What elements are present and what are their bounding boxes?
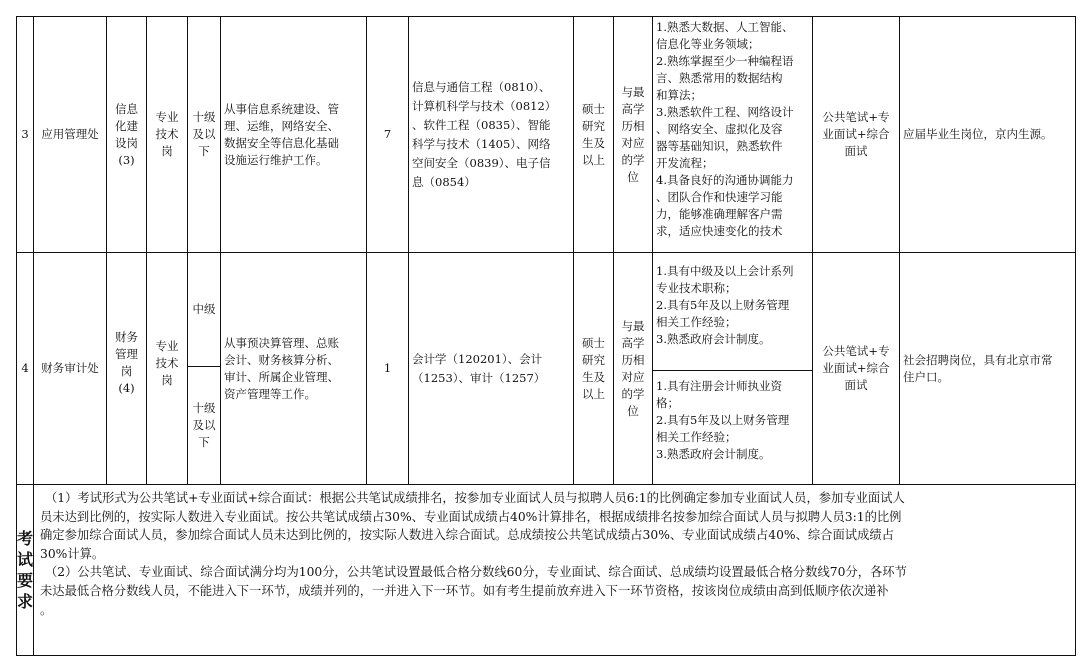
exam-format: 公共笔试+专 业面试+综合 面试 [822,110,890,158]
position-type: 专业 技术 岗 [155,110,179,158]
notes: 应届毕业生岗位，京内生源。 [903,127,1053,141]
position-level-b: 十级 及以 下 [192,401,216,449]
position-name: 财务 管理 岗 (4) [115,330,138,395]
education: 硕士 研究 生及 以上 [582,101,605,167]
position-name: 信息 化建 设岗 (3) [115,101,138,167]
position-type: 专业 技术 岗 [155,339,179,387]
hiring-count: 1 [383,361,392,375]
degree: 与最 高学 历相 对应 的学 位 [621,318,645,418]
position-level-a: 中级 [192,302,216,316]
position-level: 十级 及以 下 [192,110,216,158]
job-duties: 从事信息系统建设、管 理、运维，网络安全、 数据安全等信息化基础 设施运行维护工作。 [224,101,339,167]
department-name: 应用管理处 [41,127,99,141]
other-conditions-a: 1.具有中级及以上会计系列 专业技术职称； 2.具有5年及以上财务管理 相关工作经验； 3.熟悉政府会计制度。 [656,264,794,346]
degree: 与最 高学 历相 对应 的学 位 [621,84,645,184]
notes: 社会招聘岗位，具有北京市常 住户口。 [903,352,1053,384]
other-conditions-b: 1.具有注册会计师执业资 格； 2.具有5年及以上财务管理 相关工作经验； 3.熟悉政府会计制度。 [656,379,790,461]
department-name: 财务审计处 [41,361,99,375]
education: 硕士 研究 生及 以上 [582,335,605,401]
other-conditions: 1.熟悉大数据、人工智能、 信息化等业务领域； 2.熟练掌握至少一种编程语 言、熟悉常用的数据结构 和算法； 3.熟悉软件工程、网络设计 、网络安全、虚拟化及容 器等基础知识，熟悉软件 开发流程； 4.具备良好的沟通协调能力 、团队合作和快速学习能 力，能够准确理解客户需 求，适应快速变化的技术 [656,20,794,238]
exam-requirements-text: （1）考试形式为公共笔试+专业面试+综合面试：根据公共笔试成绩排名，按参加专业面试人员与拟聘人员6:1的比例确定参加专业面试人员，参加专业面试人 员未达到比例的，按实际人数进入专业面试。按公共笔试成绩占30%、专业面试成绩占40%计算排名，根据成绩排名按参加综合面试人员与拟聘人员3:1的比例 确定参加综合面试人员，参加综合面试人员未达到比例的，按实际人数进入综合面试。总成绩按公共笔试成绩占30%、专业面试成绩占40%、综合面试成绩占 30%计算。 （2）公共笔试、专业面试、综合面试满分均为100分，公共笔试设置最低合格分数线60分，专业面试、综合面试、总成绩均设置最低合格分数线70分，各环节 未达最低合格分数线人员，不能进入下一环节，成绩并列的，一并进入下一环节。如有考生提前放弃进入下一环节资格，按该岗位成绩由高到低顺序依次递补 。 [40,491,907,617]
majors: 会计学（120201）、会计 （1253）、审计（1257） [412,351,546,385]
row-number: 4 [21,361,29,375]
exam-requirements-label: 考 试 要 求 [17,529,33,611]
hiring-count: 7 [383,127,392,141]
job-duties: 从事预决算管理、总账 会计、财务核算分析、 审计、所属企业管理、 资产管理等工作。 [224,335,339,401]
exam-format: 公共笔试+专 业面试+综合 面试 [822,344,890,392]
row-number: 3 [21,127,29,141]
majors: 信息与通信工程（0810）、 计算机科学与技术（0812） 、软件工程（0835）、智能 科学与技术（1405）、网络 空间安全（0839）、电子信 息（0854） [412,79,557,189]
